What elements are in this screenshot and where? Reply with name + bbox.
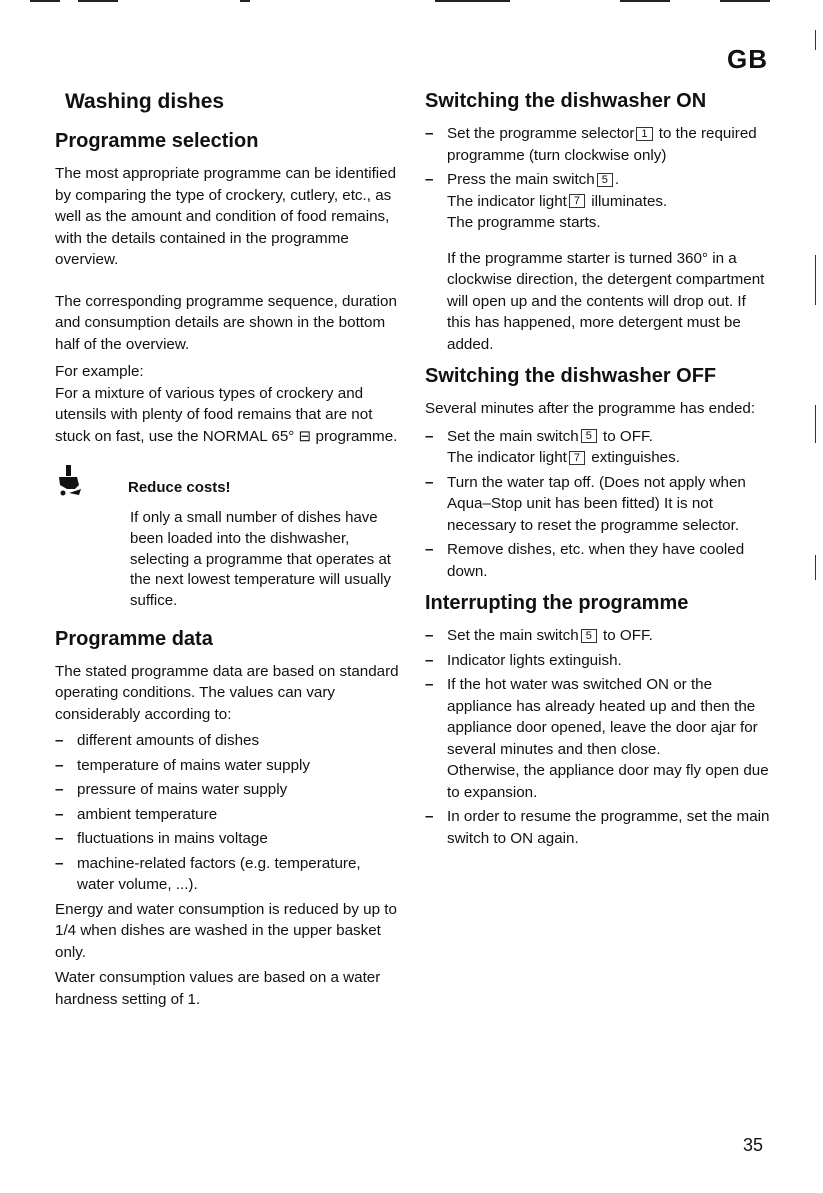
list-item: – ambient temperature — [55, 804, 400, 826]
list-item: – different amounts of dishes — [55, 730, 400, 752]
top-rule — [30, 0, 60, 2]
list-item: – If the hot water was switched ON or the appliance has already heated up and then the appliance door opened, leave the door ajar for several minutes and then close. Otherwise, the appliance door may fly open due to expansion. — [425, 674, 770, 803]
section-heading-switching-off: Switching the dishwasher OFF — [425, 365, 717, 387]
section-heading-switching-on: Switching the dishwasher ON — [425, 90, 707, 112]
energy-saving-icon — [55, 465, 91, 501]
top-rule — [720, 0, 770, 2]
right-column — [425, 90, 770, 852]
paragraph: The most appropriate programme can be identified by comparing the type of crockery, cutlery, etc., as well as the amount and condition of food remains, with the details contained in the programme overview. — [55, 165, 397, 268]
main-switch-symbol: 5 — [581, 429, 597, 443]
top-rule — [435, 0, 510, 2]
list-item: – In order to resume the programme, set the main switch to ON again. — [425, 806, 770, 849]
interrupt-steps — [425, 625, 770, 849]
paragraph: The corresponding programme sequence, duration and consumption details are shown in the bottom half of the overview. — [55, 292, 397, 353]
margin-mark — [815, 555, 816, 580]
indicator-light-symbol: 7 — [569, 194, 585, 208]
list-item: – Press the main switch 5 . The indicator light 7 illuminates. The programme starts. — [425, 169, 770, 234]
left-column — [55, 90, 400, 1010]
list-item: – pressure of mains water supply — [55, 779, 400, 801]
section-heading-programme-data: Programme data — [55, 627, 213, 650]
page-title: Washing dishes — [65, 90, 225, 113]
list-item: – Set the programme selector 1 to the required programme (turn clockwise only) — [425, 123, 770, 166]
margin-mark — [815, 255, 816, 305]
on-steps — [425, 123, 770, 234]
paragraph: Energy and water consumption is reduced by up to 1/4 when dishes are washed in the upper basket only. — [55, 900, 397, 961]
tip-text: If only a small number of dishes have been loaded into the dishwasher, selecting a programme that operates at the next lowest temperature will usually suffice. — [130, 509, 391, 610]
paragraph: For a mixture of various types of crockery and utensils with plenty of food remains that are not stuck on fast, use the NORMAL 65° ⊟ programme. — [55, 384, 398, 445]
top-rule — [78, 0, 118, 2]
paragraph: Water consumption values are based on a water hardness setting of 1. — [55, 969, 381, 1008]
main-switch-symbol: 5 — [581, 629, 597, 643]
list-item: – Turn the water tap off. (Does not apply when Aqua–Stop unit has been fitted) It is not necessary to reset the programme selector. — [425, 472, 770, 537]
paragraph: The stated programme data are based on standard operating conditions. The values can vary considerably according to: — [55, 662, 399, 723]
top-rule — [240, 0, 250, 2]
section-heading-programme-selection: Programme selection — [55, 130, 259, 152]
factor-list — [55, 730, 400, 896]
section-heading-interrupting: Interrupting the programme — [425, 592, 689, 614]
list-item: – machine-related factors (e.g. temperature, water volume, ...). — [55, 853, 400, 896]
list-item: – Remove dishes, etc. when they have cooled down. — [425, 539, 770, 582]
paragraph: If the programme starter is turned 360° in a clockwise direction, the detergent compartment will open up and the contents will drop out. If this has happened, more detergent must be added. — [447, 249, 765, 353]
list-item: – Set the main switch 5 to OFF. The indicator light 7 extinguishes. — [425, 426, 770, 469]
top-rule — [620, 0, 670, 2]
list-item: – fluctuations in mains voltage — [55, 828, 400, 850]
list-item: – Indicator lights extinguish. — [425, 650, 770, 672]
paragraph: For example: — [55, 363, 144, 380]
main-switch-symbol: 5 — [597, 173, 613, 187]
paragraph: Several minutes after the programme has ended: — [425, 400, 756, 417]
tip-box — [55, 465, 400, 612]
margin-mark — [815, 405, 816, 443]
page-number: 35 — [743, 1135, 764, 1155]
language-label: GB — [727, 44, 768, 74]
margin-mark — [815, 30, 816, 50]
programme-selector-symbol: 1 — [636, 127, 652, 141]
off-steps — [425, 426, 770, 583]
indicator-light-symbol: 7 — [569, 451, 585, 465]
list-item: – Set the main switch 5 to OFF. — [425, 625, 770, 647]
tip-title: Reduce costs! — [128, 479, 231, 496]
list-item: – temperature of mains water supply — [55, 755, 400, 777]
